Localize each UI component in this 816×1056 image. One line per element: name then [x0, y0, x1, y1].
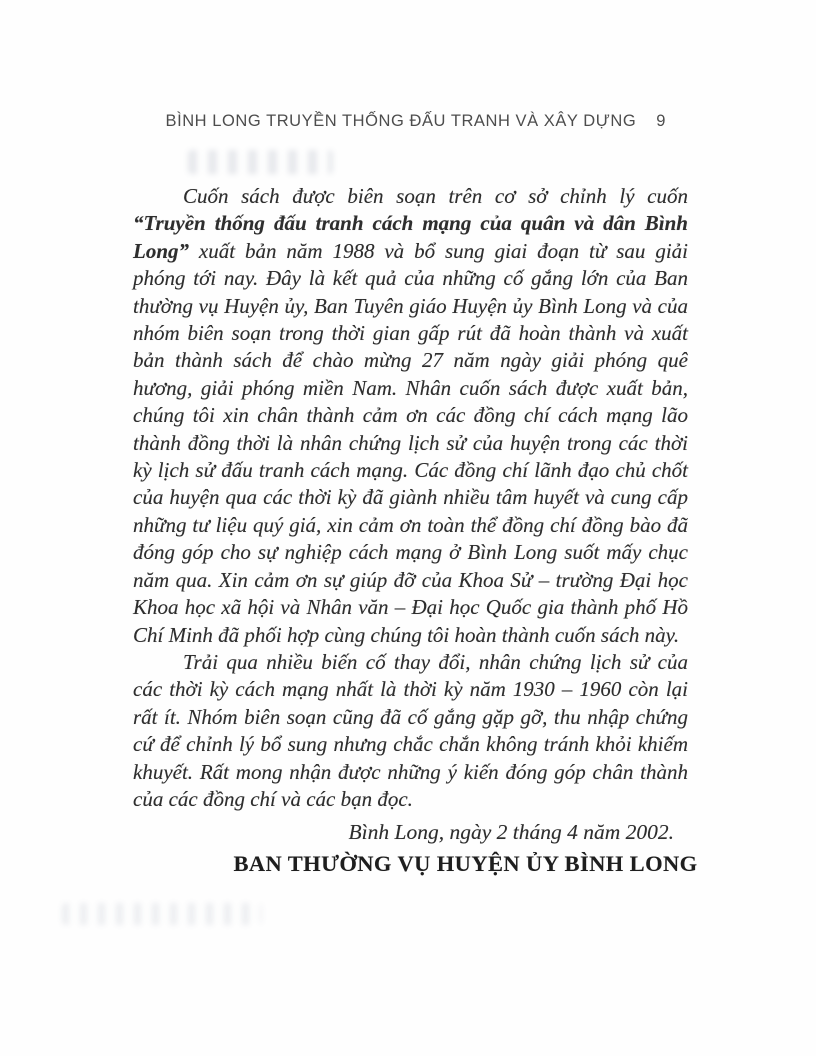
- paragraph-1-opening: Cuốn sách được biên soạn trên cơ sở chỉnh lý cuốn: [183, 184, 688, 208]
- book-title-phrase: “Truyền thống đấu tranh cách mạng của quân và dân Bình Long”: [133, 211, 688, 263]
- signature-committee: BAN THƯỜNG VỤ HUYỆN ỦY BÌNH LONG: [233, 850, 698, 876]
- running-header-title: BÌNH LONG TRUYỀN THỐNG ĐẤU TRANH VÀ XÂY DỰNG: [165, 112, 637, 130]
- page-body: [133, 183, 698, 877]
- paragraph-2: Trải qua nhiều biến cố thay đổi, nhân chứng lịch sử của các thời kỳ cách mạng nhất là thời kỳ năm 1930 – 1960 còn lại rất ít. Nhóm biên soạn cũng đã cố gắng gặp gỡ, thu nhập chứng cứ để chỉnh lý bổ sung nhưng chắc chắn không tránh khỏi khiếm khuyết. Rất mong nhận được những ý kiến đóng góp chân thành của các đồng chí và các bạn đọc.: [133, 649, 688, 811]
- paragraph-1-continuation: xuất bản năm 1988 và bổ sung giai đoạn từ sau giải phóng tới nay. Đây là kết quả của những cố gắng lớn của Ban thường vụ Huyện ủy, Ban Tuyên giáo Huyện ủy Bình Long và của nhóm biên soạn trong thời gian gấp rút đã hoàn thành và xuất bản thành sách để chào mừng 27 năm ngày giải phóng quê hương, giải phóng miền Nam. Nhân cuốn sách được xuất bản, chúng tôi xin chân thành cảm ơn các đồng chí cách mạng lão thành đồng thời là nhân chứng lịch sử của huyện trong các thời kỳ lịch sử đấu tranh cách mạng. Các đồng chí lãnh đạo chủ chốt của huyện qua các thời kỳ đã giành nhiều tâm huyết và cung cấp những tư liệu quý giá, xin cảm ơn toàn thể đồng chí đồng bào đã đóng góp cho sự nghiệp cách mạng ở Bình Long suốt mấy chục năm qua. Xin cảm ơn sự giúp đỡ của Khoa Sử – trường Đại học Khoa học xã hội và Nhân văn – Đại học Quốc gia thành phố Hồ Chí Minh đã phối hợp cùng chúng tôi hoàn thành cuốn sách này.: [133, 238, 688, 647]
- paragraph-1: [133, 183, 688, 649]
- page-number: 9: [656, 112, 666, 130]
- bleedthrough-artifact-top: [188, 150, 333, 174]
- running-header: [133, 112, 688, 131]
- bleedthrough-artifact-bottom: [62, 903, 262, 925]
- dateline: Bình Long, ngày 2 tháng 4 năm 2002.: [348, 820, 674, 845]
